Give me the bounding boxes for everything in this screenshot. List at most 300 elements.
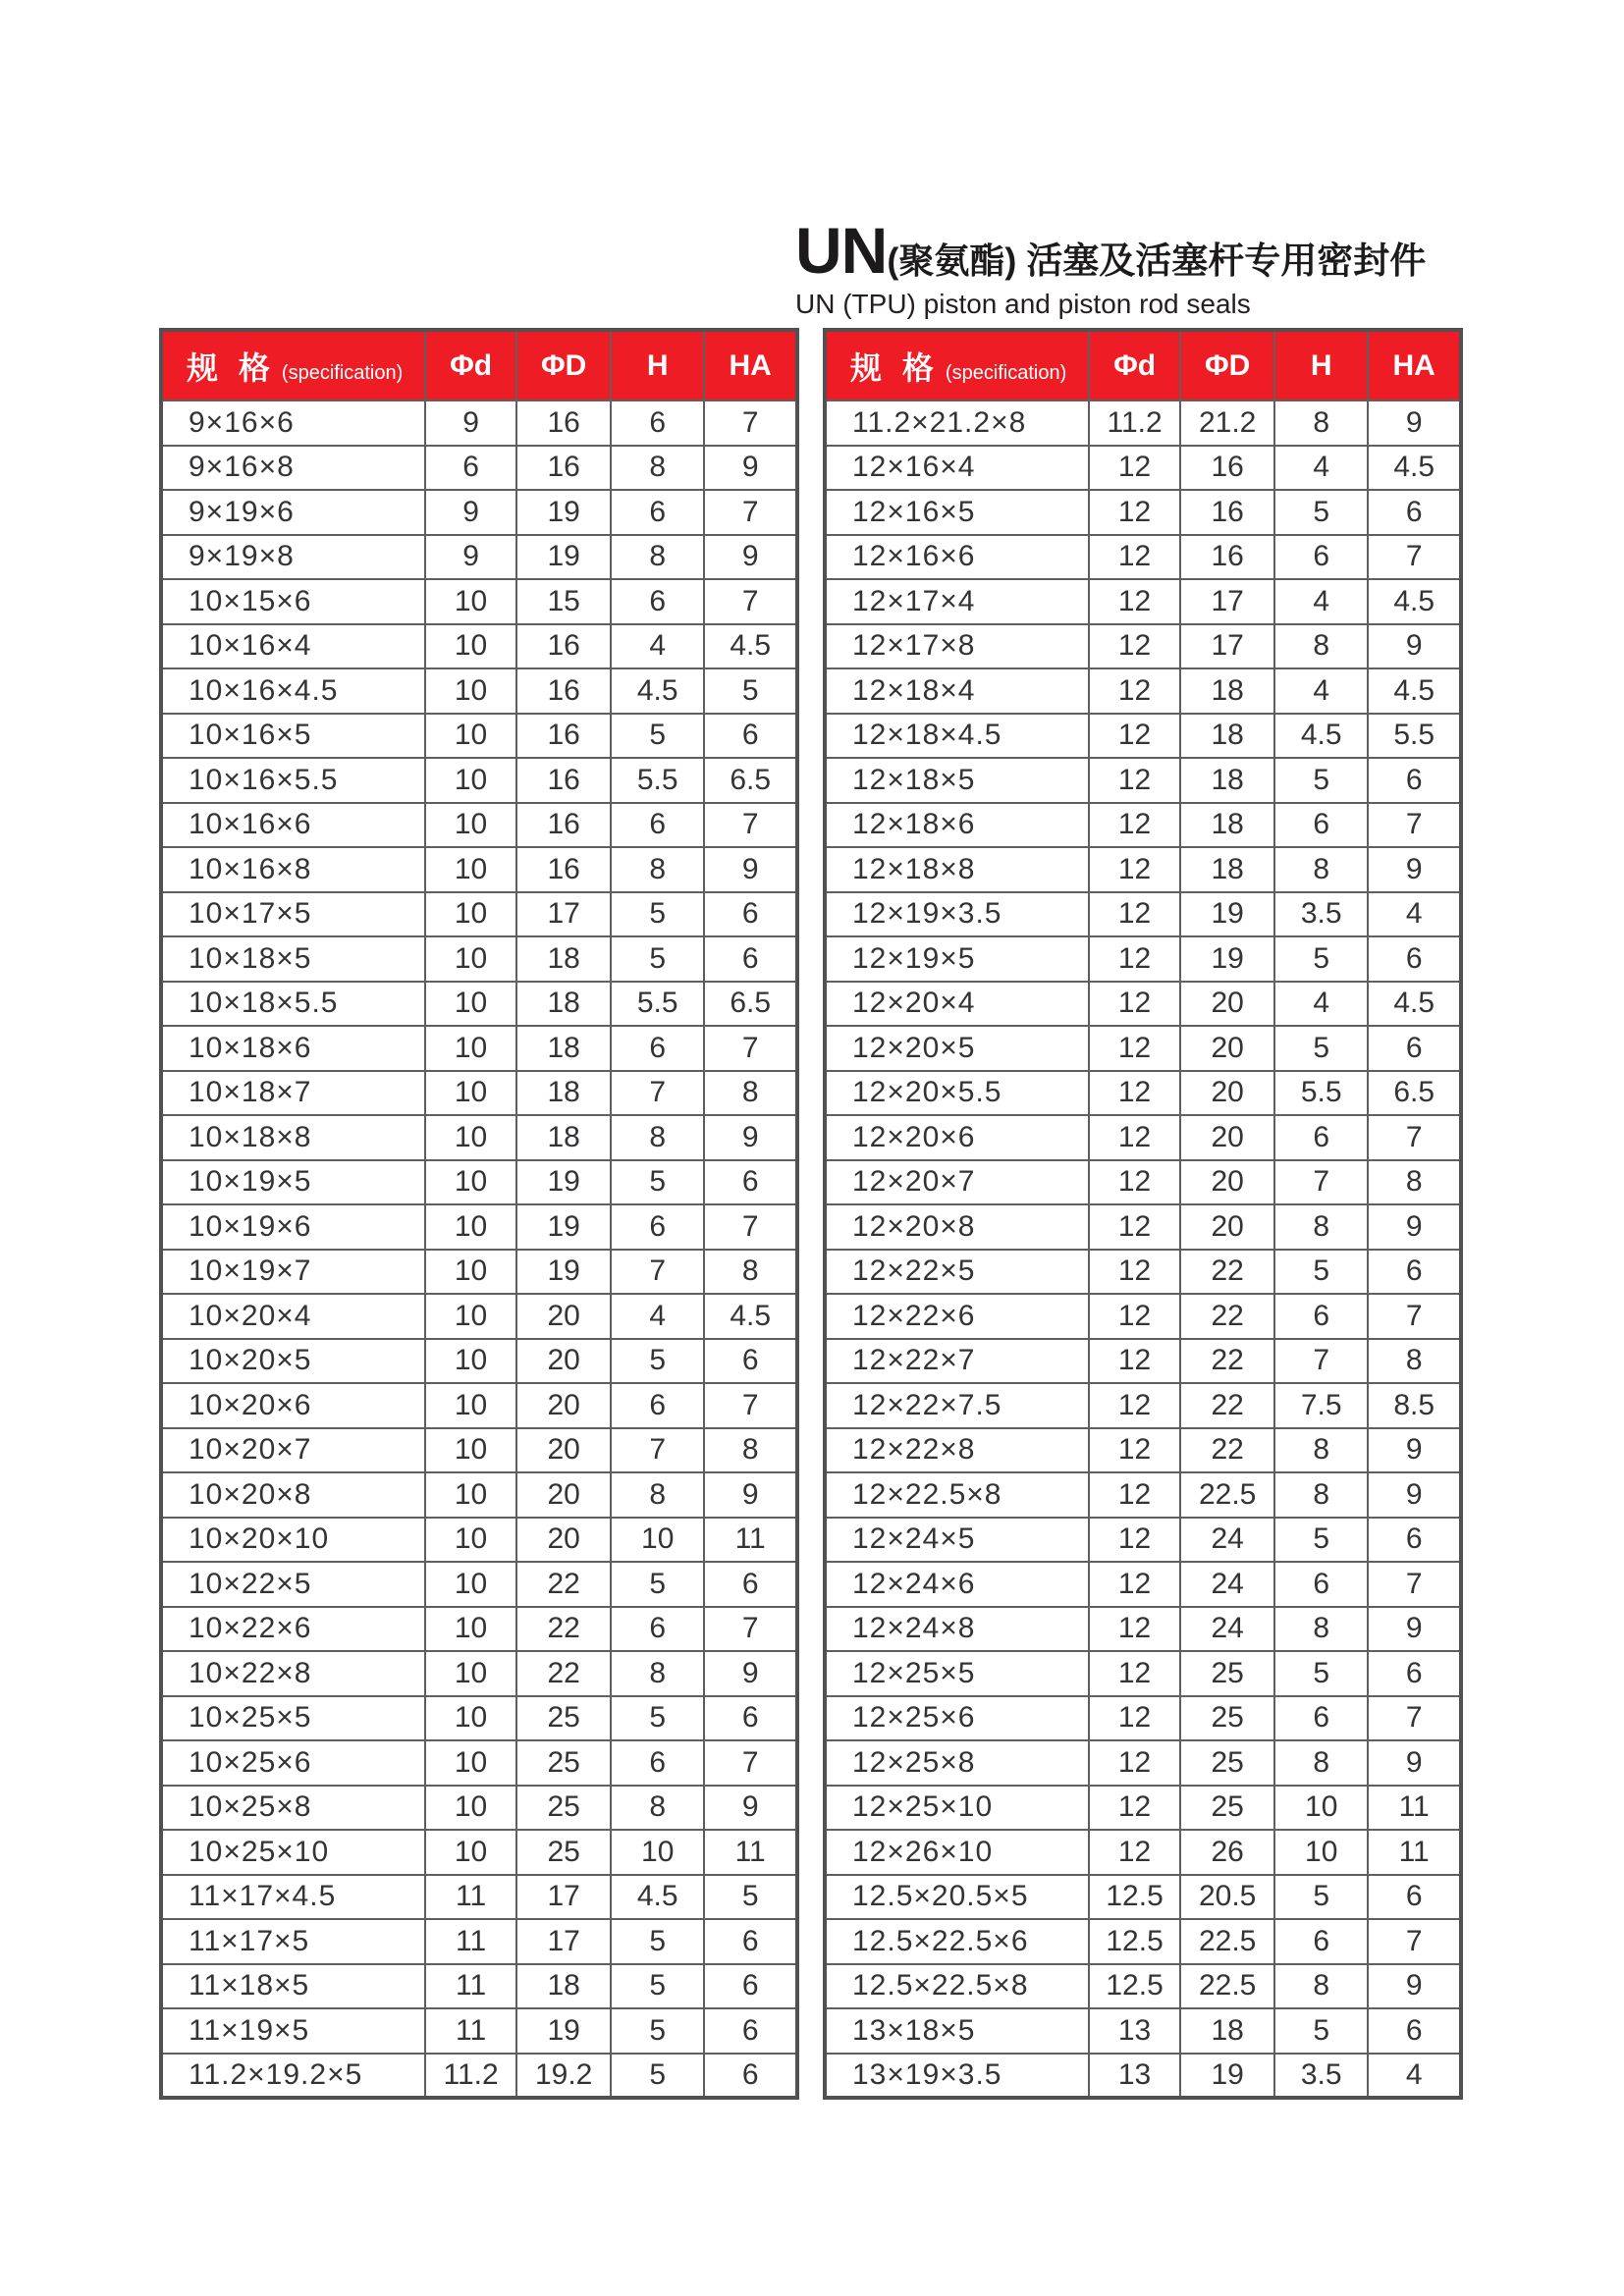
table-row (161, 1964, 797, 2009)
value-cell: 6 (1368, 1518, 1461, 1563)
value-cell: 5 (1274, 1026, 1368, 1071)
value-cell: 6 (611, 803, 704, 848)
header-row (161, 330, 797, 400)
table-row (825, 1383, 1461, 1428)
value-cell: 6 (704, 1339, 797, 1384)
value-cell: 26 (1180, 1830, 1274, 1875)
spec-cell: 9×19×6 (161, 490, 425, 535)
spec-cell: 12×17×8 (825, 624, 1089, 669)
value-cell: 6 (1274, 1115, 1368, 1160)
value-cell: 9 (704, 535, 797, 580)
value-cell: 11 (425, 1964, 516, 2009)
value-cell: 12 (1089, 1518, 1180, 1563)
value-cell: 12 (1089, 1740, 1180, 1786)
value-cell: 6 (704, 1696, 797, 1741)
value-cell: 22 (516, 1562, 611, 1607)
value-cell: 8 (611, 446, 704, 491)
table-body-right (825, 400, 1461, 2098)
value-cell: 8 (611, 1115, 704, 1160)
table-row (825, 579, 1461, 624)
value-cell: 7 (1368, 1919, 1461, 1964)
col-header-spec-en: (specification) (281, 361, 404, 384)
value-cell: 16 (516, 668, 611, 714)
table-row (161, 1071, 797, 1116)
spec-cell: 10×22×6 (161, 1607, 425, 1652)
spec-cell: 12×20×5.5 (825, 1071, 1089, 1116)
table-row (825, 1160, 1461, 1205)
value-cell: 20 (516, 1383, 611, 1428)
value-cell: 5 (611, 714, 704, 759)
value-cell: 12 (1089, 1026, 1180, 1071)
spec-cell: 12.5×22.5×8 (825, 1964, 1089, 2009)
spec-cell: 10×18×5.5 (161, 982, 425, 1027)
value-cell: 11.2 (1089, 400, 1180, 446)
table-row (161, 1383, 797, 1428)
value-cell: 6 (1368, 2008, 1461, 2054)
table-row (825, 1026, 1461, 1071)
value-cell: 7 (1368, 1562, 1461, 1607)
value-cell: 6 (1274, 1919, 1368, 1964)
spec-cell: 12×20×6 (825, 1115, 1089, 1160)
value-cell: 6 (1274, 535, 1368, 580)
value-cell: 6 (1368, 490, 1461, 535)
value-cell: 10 (611, 1830, 704, 1875)
value-cell: 16 (516, 758, 611, 803)
value-cell: 9 (1368, 624, 1461, 669)
value-cell: 16 (516, 714, 611, 759)
value-cell: 19 (516, 535, 611, 580)
col-header-h: H (611, 330, 704, 400)
value-cell: 11 (704, 1518, 797, 1563)
value-cell: 22.5 (1180, 1472, 1274, 1518)
col-header-phi-d: Φd (1089, 330, 1180, 400)
value-cell: 9 (1368, 1607, 1461, 1652)
value-cell: 8 (1368, 1160, 1461, 1205)
table-row (161, 1696, 797, 1741)
table-row (825, 1294, 1461, 1339)
value-cell: 5 (611, 1964, 704, 2009)
value-cell: 6 (1274, 1562, 1368, 1607)
table-row (825, 2054, 1461, 2099)
table-row (161, 1830, 797, 1875)
value-cell: 7.5 (1274, 1383, 1368, 1428)
value-cell: 12 (1089, 668, 1180, 714)
value-cell: 12 (1089, 1294, 1180, 1339)
table-row (825, 1250, 1461, 1295)
value-cell: 9 (704, 1786, 797, 1831)
table-row (161, 1740, 797, 1786)
value-cell: 16 (1180, 535, 1274, 580)
value-cell: 16 (1180, 446, 1274, 491)
value-cell: 9 (704, 1651, 797, 1696)
value-cell: 12 (1089, 1786, 1180, 1831)
spec-cell: 10×19×7 (161, 1250, 425, 1295)
value-cell: 20 (1180, 1026, 1274, 1071)
col-header-spec-zh: 规 格 (187, 349, 276, 386)
value-cell: 5 (704, 1875, 797, 1920)
value-cell: 8 (1274, 1204, 1368, 1250)
col-header-ha: HA (1368, 330, 1461, 400)
value-cell: 6 (704, 2008, 797, 2054)
value-cell: 5.5 (1368, 714, 1461, 759)
spec-cell: 12×19×3.5 (825, 892, 1089, 937)
value-cell: 5 (611, 1339, 704, 1384)
value-cell: 20 (1180, 1115, 1274, 1160)
table-row (825, 1830, 1461, 1875)
table-row (825, 1428, 1461, 1473)
value-cell: 7 (1368, 803, 1461, 848)
col-header-h: H (1274, 330, 1368, 400)
table-row (825, 1339, 1461, 1384)
value-cell: 12 (1089, 1696, 1180, 1741)
value-cell: 9 (425, 535, 516, 580)
value-cell: 9 (1368, 847, 1461, 892)
table-row (825, 535, 1461, 580)
table-row (161, 1428, 797, 1473)
title-product: 活塞及活塞杆专用密封件 (1026, 240, 1427, 281)
table-row (825, 936, 1461, 982)
value-cell: 5 (611, 2054, 704, 2099)
col-header-spec-zh: 规 格 (850, 349, 940, 386)
value-cell: 7 (704, 803, 797, 848)
value-cell: 20 (1180, 1071, 1274, 1116)
value-cell: 10 (425, 1472, 516, 1518)
value-cell: 12 (1089, 624, 1180, 669)
value-cell: 12 (1089, 892, 1180, 937)
spec-cell: 10×25×5 (161, 1696, 425, 1741)
value-cell: 19 (516, 1250, 611, 1295)
table-row (161, 535, 797, 580)
value-cell: 7 (704, 579, 797, 624)
spec-cell: 12×25×10 (825, 1786, 1089, 1831)
value-cell: 3.5 (1274, 892, 1368, 937)
table-row (161, 668, 797, 714)
value-cell: 8 (1368, 1339, 1461, 1384)
spec-cell: 9×19×8 (161, 535, 425, 580)
value-cell: 20.5 (1180, 1875, 1274, 1920)
table-row (825, 1562, 1461, 1607)
value-cell: 7 (1368, 1115, 1461, 1160)
table-row (161, 892, 797, 937)
value-cell: 6 (611, 1383, 704, 1428)
table-row (161, 446, 797, 491)
value-cell: 10 (425, 936, 516, 982)
value-cell: 18 (516, 1115, 611, 1160)
value-cell: 18 (1180, 668, 1274, 714)
table-row (825, 2008, 1461, 2054)
value-cell: 18 (1180, 847, 1274, 892)
value-cell: 8 (1274, 400, 1368, 446)
spec-cell: 10×25×6 (161, 1740, 425, 1786)
value-cell: 5 (611, 1562, 704, 1607)
spec-cell: 10×20×7 (161, 1428, 425, 1473)
value-cell: 10 (425, 982, 516, 1027)
value-cell: 8 (704, 1250, 797, 1295)
spec-cell: 12×22×8 (825, 1428, 1089, 1473)
value-cell: 22 (1180, 1428, 1274, 1473)
spec-cell: 11×17×4.5 (161, 1875, 425, 1920)
table-body-left (161, 400, 797, 2098)
value-cell: 6 (425, 446, 516, 491)
value-cell: 6 (704, 1160, 797, 1205)
spec-cell: 10×19×6 (161, 1204, 425, 1250)
value-cell: 8 (611, 535, 704, 580)
spec-cell: 12×24×8 (825, 1607, 1089, 1652)
value-cell: 18 (1180, 714, 1274, 759)
value-cell: 20 (516, 1294, 611, 1339)
value-cell: 8 (1274, 847, 1368, 892)
table-row (825, 1651, 1461, 1696)
value-cell: 4.5 (611, 1875, 704, 1920)
value-cell: 18 (1180, 803, 1274, 848)
value-cell: 5 (611, 1696, 704, 1741)
col-header-phi-D: ΦD (1180, 330, 1274, 400)
value-cell: 12 (1089, 1115, 1180, 1160)
value-cell: 6 (1368, 1026, 1461, 1071)
value-cell: 12 (1089, 490, 1180, 535)
value-cell: 9 (704, 847, 797, 892)
table-row (161, 400, 797, 446)
value-cell: 10 (425, 1518, 516, 1563)
col-header-spec (161, 330, 425, 400)
value-cell: 6 (704, 936, 797, 982)
value-cell: 4 (1274, 982, 1368, 1027)
value-cell: 12 (1089, 714, 1180, 759)
title-block (795, 214, 1427, 319)
table-row (825, 446, 1461, 491)
col-header-phi-D: ΦD (516, 330, 611, 400)
value-cell: 5 (1274, 1875, 1368, 1920)
title-brand: UN (795, 214, 888, 287)
value-cell: 8 (611, 1786, 704, 1831)
value-cell: 17 (1180, 579, 1274, 624)
spec-cell: 12×16×5 (825, 490, 1089, 535)
table-row (161, 1160, 797, 1205)
value-cell: 24 (1180, 1562, 1274, 1607)
value-cell: 7 (704, 1383, 797, 1428)
value-cell: 13 (1089, 2054, 1180, 2099)
value-cell: 6 (704, 2054, 797, 2099)
table-row (825, 1472, 1461, 1518)
value-cell: 25 (1180, 1696, 1274, 1741)
spec-cell: 12×24×5 (825, 1518, 1089, 1563)
spec-cell: 10×18×7 (161, 1071, 425, 1116)
value-cell: 6 (611, 400, 704, 446)
value-cell: 22.5 (1180, 1964, 1274, 2009)
value-cell: 6 (611, 579, 704, 624)
table-row (161, 1294, 797, 1339)
value-cell: 11 (425, 1875, 516, 1920)
value-cell: 8 (1274, 1964, 1368, 2009)
value-cell: 5 (611, 936, 704, 982)
spec-cell: 12×26×10 (825, 1830, 1089, 1875)
value-cell: 4.5 (1368, 982, 1461, 1027)
table-row (161, 2054, 797, 2099)
spec-cell: 10×19×5 (161, 1160, 425, 1205)
spec-cell: 9×16×6 (161, 400, 425, 446)
value-cell: 7 (611, 1071, 704, 1116)
table-row (825, 1607, 1461, 1652)
value-cell: 4.5 (611, 668, 704, 714)
value-cell: 9 (425, 490, 516, 535)
value-cell: 7 (1274, 1339, 1368, 1384)
spec-cell: 12×22×6 (825, 1294, 1089, 1339)
table-row (825, 758, 1461, 803)
col-header-spec-en: (specification) (945, 361, 1067, 384)
spec-cell: 10×20×6 (161, 1383, 425, 1428)
value-cell: 10 (425, 1160, 516, 1205)
spec-cell: 12×25×6 (825, 1696, 1089, 1741)
value-cell: 4 (1274, 446, 1368, 491)
spec-cell: 10×18×6 (161, 1026, 425, 1071)
value-cell: 6 (704, 1919, 797, 1964)
value-cell: 12 (1089, 535, 1180, 580)
spec-cell: 12×18×4.5 (825, 714, 1089, 759)
spec-cell: 10×17×5 (161, 892, 425, 937)
spec-cell: 12×25×5 (825, 1651, 1089, 1696)
value-cell: 8 (1274, 1428, 1368, 1473)
value-cell: 10 (425, 1026, 516, 1071)
value-cell: 7 (704, 1607, 797, 1652)
value-cell: 25 (516, 1786, 611, 1831)
table-row (825, 1204, 1461, 1250)
value-cell: 25 (1180, 1651, 1274, 1696)
value-cell: 4.5 (1368, 446, 1461, 491)
value-cell: 19.2 (516, 2054, 611, 2099)
spec-cell: 12×18×8 (825, 847, 1089, 892)
spec-cell: 12×20×5 (825, 1026, 1089, 1071)
value-cell: 6 (611, 1026, 704, 1071)
value-cell: 5.5 (1274, 1071, 1368, 1116)
spec-cell: 10×25×10 (161, 1830, 425, 1875)
value-cell: 5.5 (611, 982, 704, 1027)
table-row (825, 803, 1461, 848)
value-cell: 20 (516, 1428, 611, 1473)
value-cell: 10 (425, 1294, 516, 1339)
value-cell: 10 (425, 1383, 516, 1428)
spec-cell: 12×22×7 (825, 1339, 1089, 1384)
spec-cell: 11×17×5 (161, 1919, 425, 1964)
value-cell: 4.5 (1368, 668, 1461, 714)
value-cell: 8 (1274, 1740, 1368, 1786)
spec-cell: 13×18×5 (825, 2008, 1089, 2054)
table-row (161, 1518, 797, 1563)
value-cell: 8 (1274, 1472, 1368, 1518)
value-cell: 10 (425, 1740, 516, 1786)
value-cell: 19 (516, 490, 611, 535)
value-cell: 8 (611, 1472, 704, 1518)
table-row (825, 892, 1461, 937)
value-cell: 5 (611, 2008, 704, 2054)
table-row (161, 1562, 797, 1607)
value-cell: 12 (1089, 1160, 1180, 1205)
spec-cell: 10×22×8 (161, 1651, 425, 1696)
value-cell: 22 (516, 1651, 611, 1696)
value-cell: 6 (611, 1740, 704, 1786)
value-cell: 9 (425, 400, 516, 446)
value-cell: 9 (1368, 1964, 1461, 2009)
table-row (825, 1919, 1461, 1964)
value-cell: 20 (516, 1518, 611, 1563)
table-row (161, 803, 797, 848)
value-cell: 10 (425, 624, 516, 669)
value-cell: 4.5 (704, 624, 797, 669)
table-row (161, 1607, 797, 1652)
table-row (161, 936, 797, 982)
value-cell: 6 (704, 1964, 797, 2009)
value-cell: 12 (1089, 1339, 1180, 1384)
value-cell: 7 (704, 400, 797, 446)
table-row (825, 1740, 1461, 1786)
value-cell: 22 (1180, 1339, 1274, 1384)
value-cell: 10 (425, 1786, 516, 1831)
value-cell: 25 (516, 1740, 611, 1786)
value-cell: 20 (516, 1339, 611, 1384)
spec-cell: 12×18×5 (825, 758, 1089, 803)
value-cell: 5 (611, 1919, 704, 1964)
value-cell: 12 (1089, 1472, 1180, 1518)
spec-cell: 10×18×8 (161, 1115, 425, 1160)
value-cell: 4.5 (704, 1294, 797, 1339)
table-row (161, 1026, 797, 1071)
spec-cell: 10×16×4.5 (161, 668, 425, 714)
value-cell: 7 (704, 490, 797, 535)
value-cell: 10 (425, 579, 516, 624)
spec-cell: 12×22×5 (825, 1250, 1089, 1295)
table-row (825, 624, 1461, 669)
spec-cell: 13×19×3.5 (825, 2054, 1089, 2099)
value-cell: 5 (611, 892, 704, 937)
value-cell: 16 (1180, 490, 1274, 535)
value-cell: 6.5 (1368, 1071, 1461, 1116)
value-cell: 16 (516, 847, 611, 892)
table-row (825, 1964, 1461, 2009)
value-cell: 12 (1089, 446, 1180, 491)
value-cell: 25 (516, 1830, 611, 1875)
spec-cell: 10×20×10 (161, 1518, 425, 1563)
table-row (161, 1250, 797, 1295)
spec-cell: 12×20×8 (825, 1204, 1089, 1250)
value-cell: 24 (1180, 1518, 1274, 1563)
value-cell: 5 (1274, 1250, 1368, 1295)
spec-cell: 10×20×5 (161, 1339, 425, 1384)
table-row (161, 982, 797, 1027)
value-cell: 9 (1368, 400, 1461, 446)
spec-cell: 11.2×19.2×5 (161, 2054, 425, 2099)
value-cell: 18 (516, 1071, 611, 1116)
value-cell: 10 (425, 1250, 516, 1295)
table-row (161, 1651, 797, 1696)
value-cell: 9 (1368, 1740, 1461, 1786)
value-cell: 20 (1180, 1160, 1274, 1205)
value-cell: 18 (516, 982, 611, 1027)
table-row (161, 1204, 797, 1250)
value-cell: 24 (1180, 1607, 1274, 1652)
spec-cell: 10×15×6 (161, 579, 425, 624)
value-cell: 12.5 (1089, 1919, 1180, 1964)
value-cell: 6 (1368, 1651, 1461, 1696)
value-cell: 5 (1274, 490, 1368, 535)
value-cell: 6 (704, 714, 797, 759)
value-cell: 4 (1368, 892, 1461, 937)
spec-cell: 10×16×5.5 (161, 758, 425, 803)
value-cell: 12 (1089, 1250, 1180, 1295)
value-cell: 9 (1368, 1472, 1461, 1518)
value-cell: 12 (1089, 803, 1180, 848)
table-row (825, 490, 1461, 535)
value-cell: 10 (425, 1115, 516, 1160)
value-cell: 3.5 (1274, 2054, 1368, 2099)
